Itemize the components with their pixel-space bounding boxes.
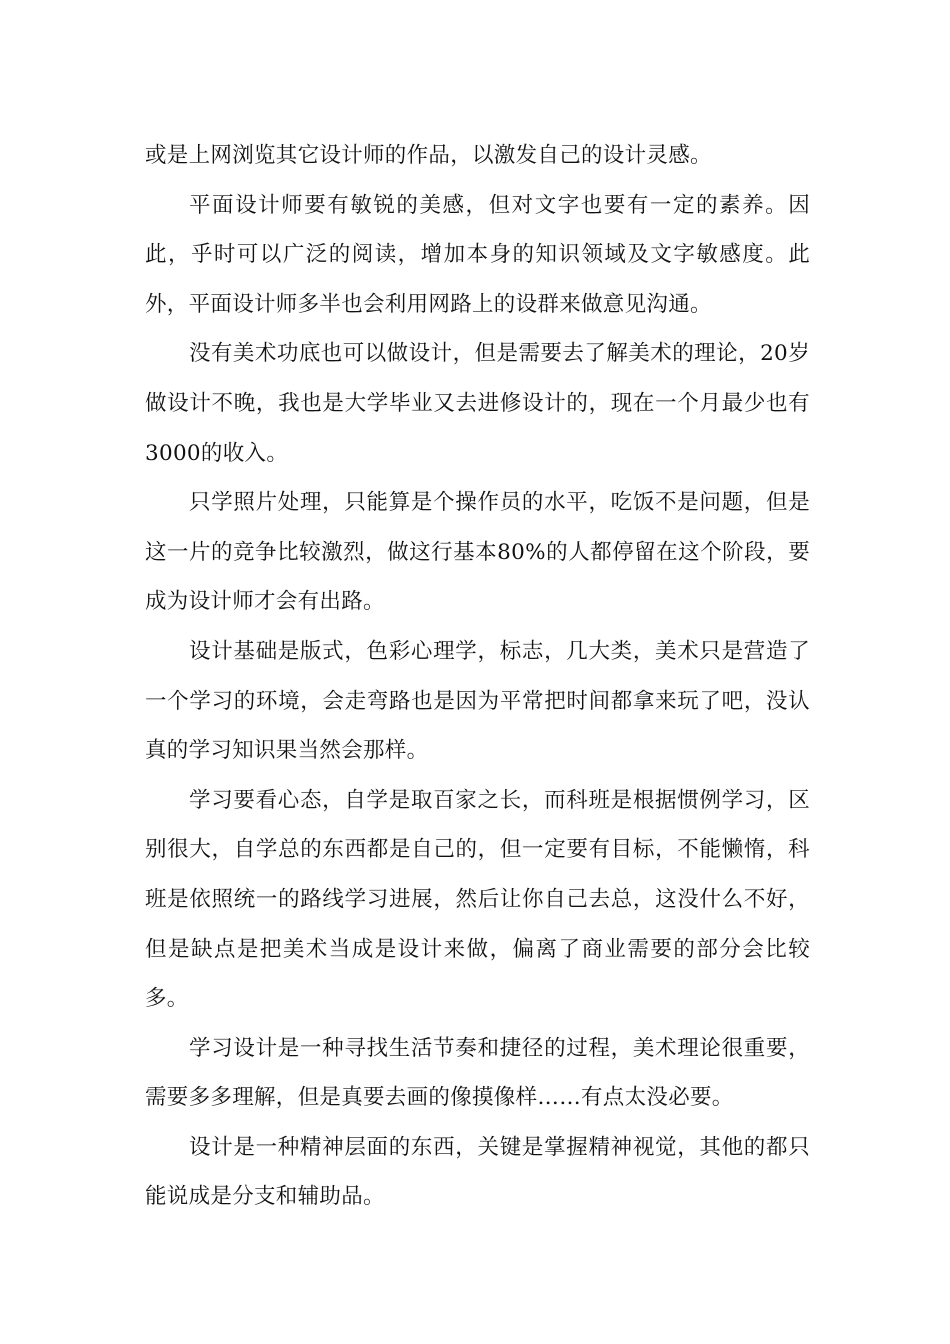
paragraph-3: 没有美术功底也可以做设计，但是需要去了解美术的理论，20岁做设计不晚，我也是大学毕业又去进修设计的，现在一个月最少也有3000的收入。 [145,341,810,466]
paragraph-2: 平面设计师要有敏锐的美感，但对文字也要有一定的素养。因此，乎时可以广泛的阅读，增加本身的知识领域及文字敏感度。此外，平面设计师多半也会利用网路上的设群来做意见沟通。 [145,192,810,317]
paragraph-6: 学习要看心态，自学是取百家之长，而科班是根据惯例学习，区别很大，自学总的东西都是自己的，但一定要有目标，不能懒惰，科班是依照统一的路线学习进展，然后让你自己去总，这没什么不好，但是缺点是把美术当成是设计来做，偏离了商业需要的部分会比较多。 [145,787,810,1012]
document-body [145,131,810,1222]
paragraph-8: 设计是一种精神层面的东西，关键是掌握精神视觉，其他的都只能说成是分支和辅助品。 [145,1134,810,1210]
paragraph-5: 设计基础是版式，色彩心理学，标志，几大类，美术只是营造了一个学习的环境，会走弯路也是因为平常把时间都拿来玩了吧，没认真的学习知识果当然会那样。 [145,638,810,764]
paragraph-4: 只学照片处理，只能算是个操作员的水平，吃饭不是问题，但是这一片的竞争比较激烈，做这行基本80%的人都停留在这个阶段，要成为设计师才会有出路。 [145,490,810,615]
paragraph-7: 学习设计是一种寻找生活节奏和捷径的过程，美术理论很重要，需要多多理解，但是真要去画的像摸像样……有点太没必要。 [145,1035,810,1111]
paragraph-1: 或是上网浏览其它设计师的作品，以激发自己的设计灵感。 [145,143,712,168]
